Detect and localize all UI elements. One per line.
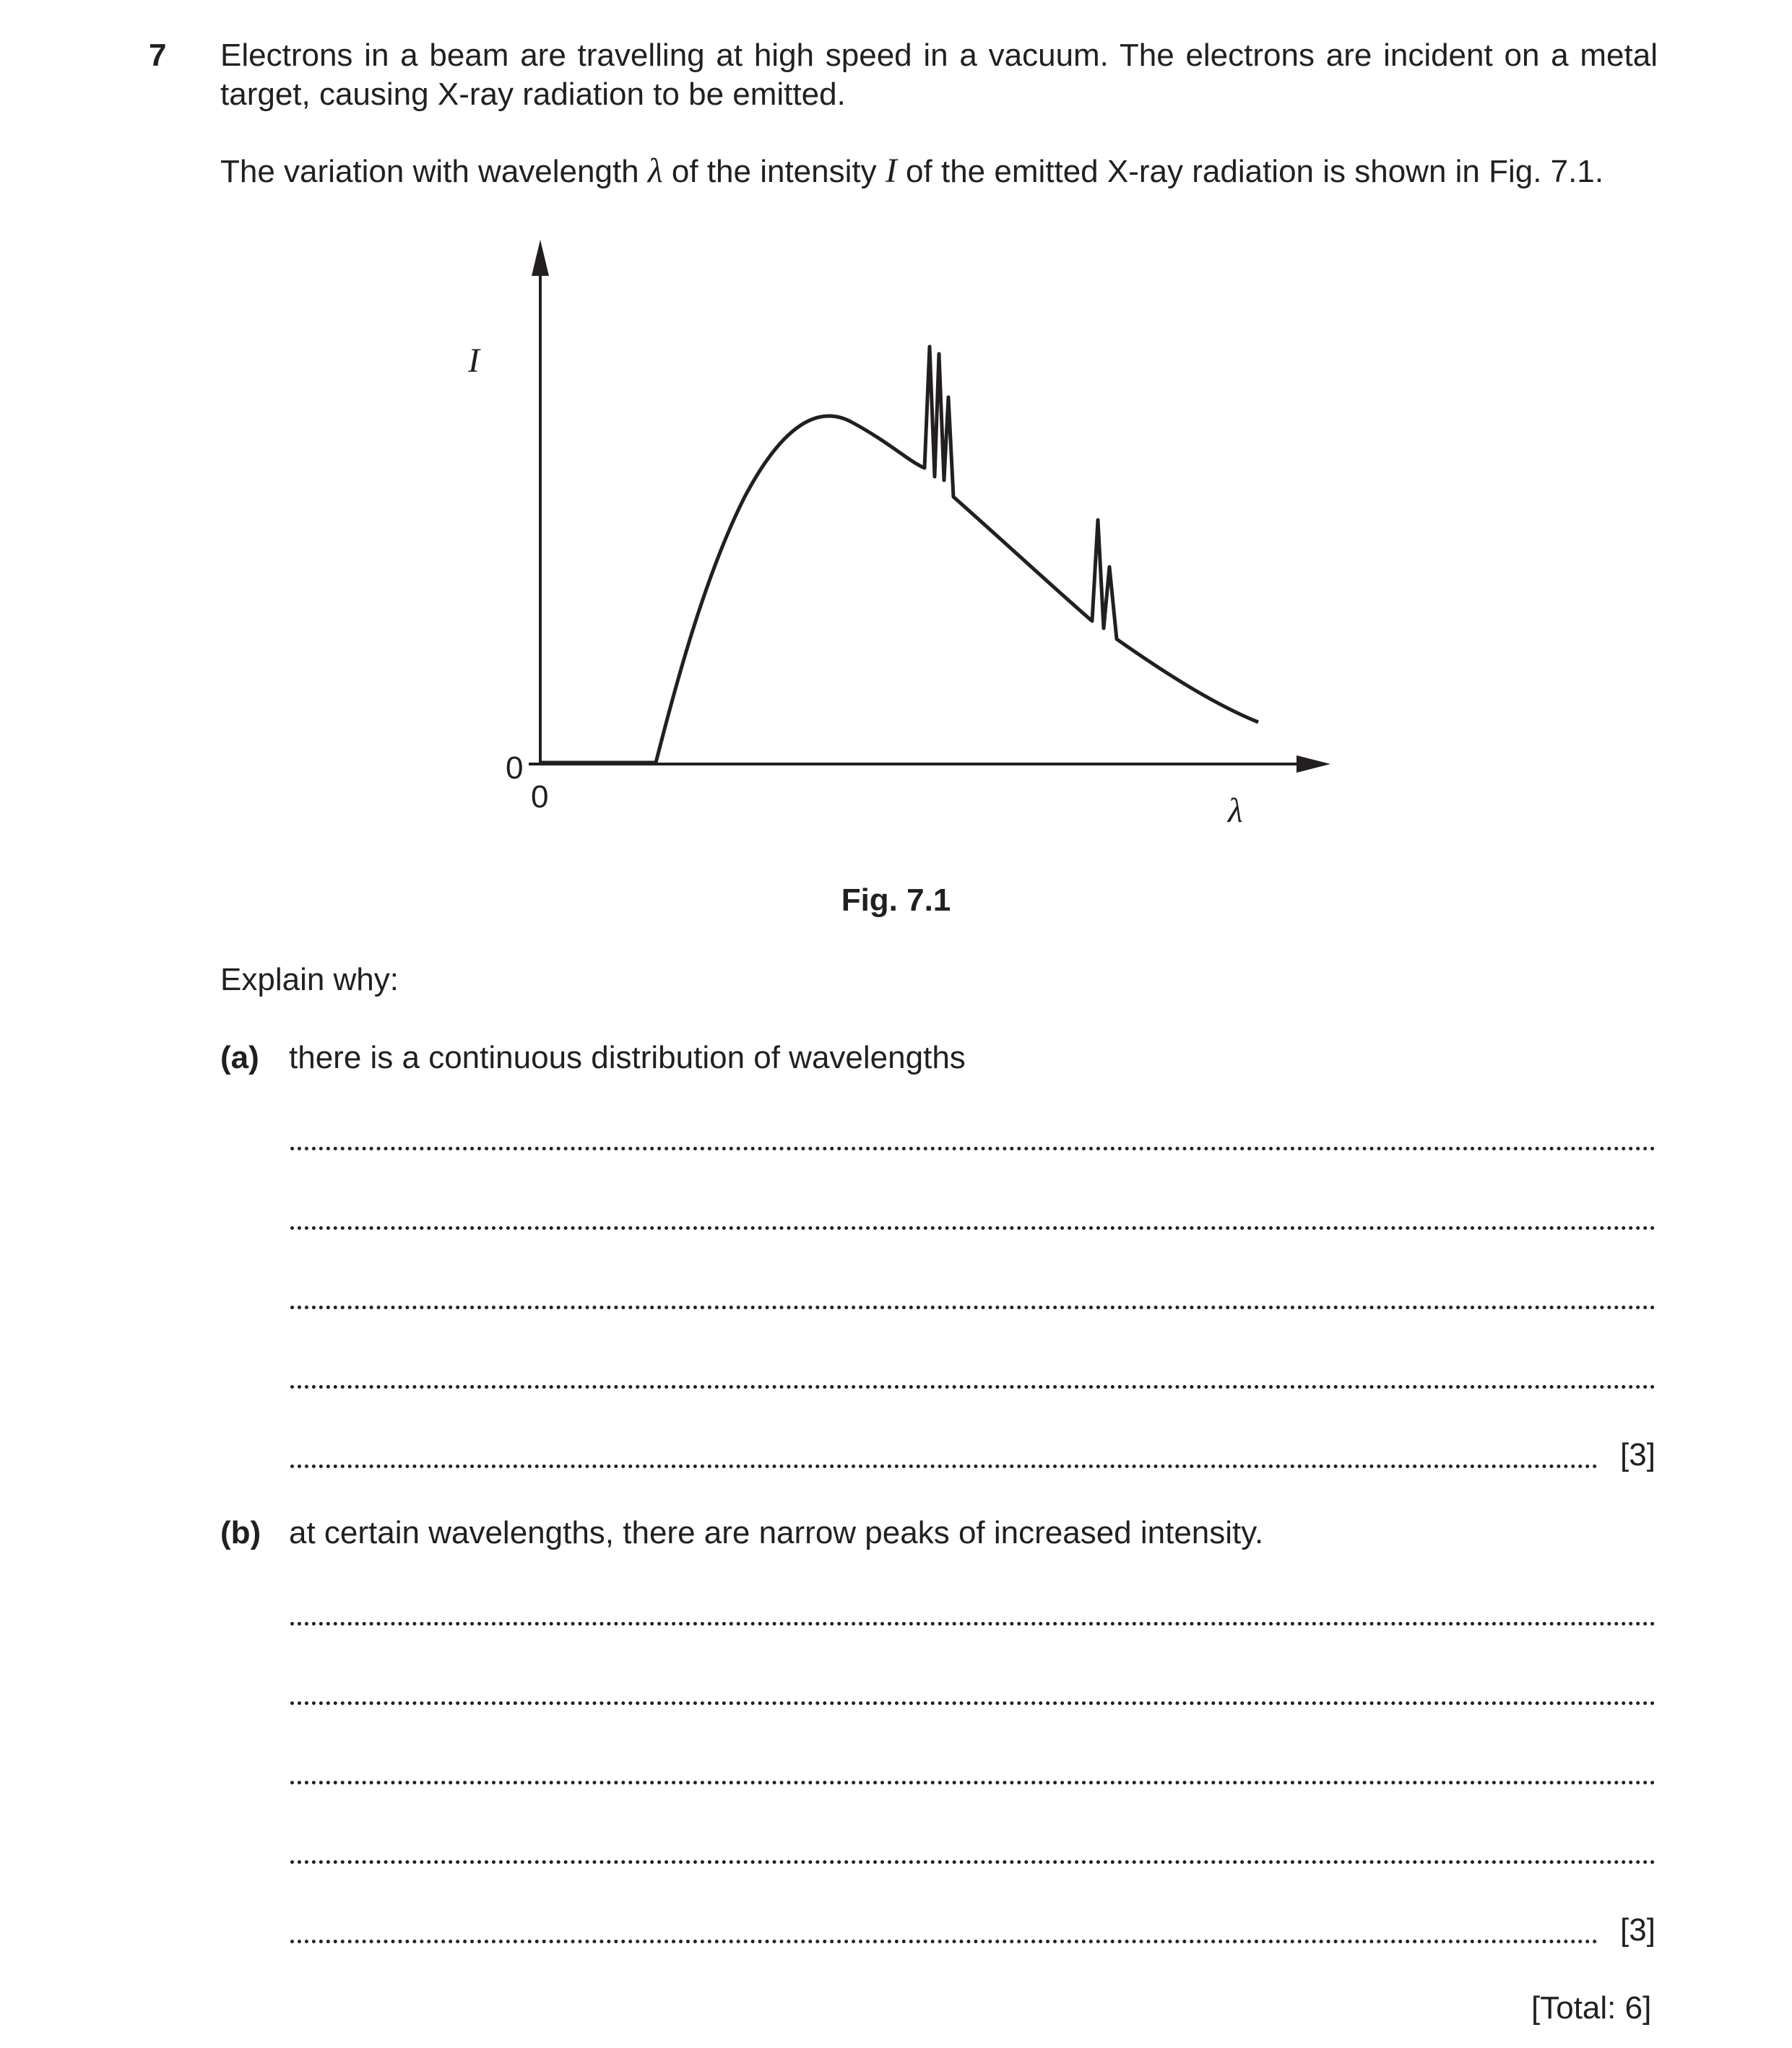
- y-axis-label: I: [468, 342, 480, 380]
- xray-spectrum-curve: [540, 347, 1258, 763]
- answer-line[interactable]: [290, 1147, 1655, 1150]
- x-axis-arrow: [1297, 755, 1330, 773]
- answer-line[interactable]: [290, 1385, 1655, 1389]
- answer-line[interactable]: [290, 1781, 1655, 1784]
- part-a-label: (a): [220, 1040, 259, 1075]
- part-b: [220, 1514, 1264, 1553]
- figure-7-1-graph: [0, 0, 1792, 867]
- answer-line[interactable]: [290, 1940, 1598, 1943]
- question-number: 7: [149, 38, 167, 73]
- part-a-text: there is a continuous distribution of wavelengths: [289, 1040, 966, 1075]
- part-b-marks: [3]: [1620, 1912, 1655, 1948]
- part-b-text: at certain wavelengths, there are narrow peaks of increased intensity.: [289, 1515, 1264, 1550]
- answer-line[interactable]: [290, 1465, 1598, 1468]
- answer-line[interactable]: [290, 1622, 1655, 1626]
- part-b-label: (b): [220, 1515, 261, 1550]
- figure-caption: Fig. 7.1: [841, 882, 951, 918]
- answer-line[interactable]: [290, 1226, 1655, 1230]
- x-origin-label: 0: [531, 779, 549, 815]
- answer-line[interactable]: [290, 1306, 1655, 1309]
- part-a-marks: [3]: [1620, 1437, 1655, 1472]
- part-a: [220, 1038, 966, 1077]
- lambda-symbol: λ: [647, 152, 663, 190]
- question-intro: Electrons in a beam are travelling at high speed in a vacuum. The electrons are incident on a metal target, causing X-ray radiation to be emitted.: [220, 38, 1658, 112]
- explain-prompt: Explain why:: [220, 962, 399, 997]
- intensity-symbol: I: [885, 152, 897, 190]
- variation-text-pre: The variation with wavelength: [220, 154, 648, 189]
- variation-text-mid: of the intensity: [662, 154, 886, 189]
- y-origin-label: 0: [506, 750, 524, 786]
- variation-text-post: of the emitted X-ray radiation is shown in Fig. 7.1.: [896, 154, 1604, 189]
- answer-line[interactable]: [290, 1860, 1655, 1864]
- answer-line[interactable]: [290, 1701, 1655, 1705]
- total-marks: [Total: 6]: [1531, 1990, 1652, 2026]
- y-axis-arrow: [532, 240, 549, 276]
- x-axis-label: λ: [1228, 791, 1243, 830]
